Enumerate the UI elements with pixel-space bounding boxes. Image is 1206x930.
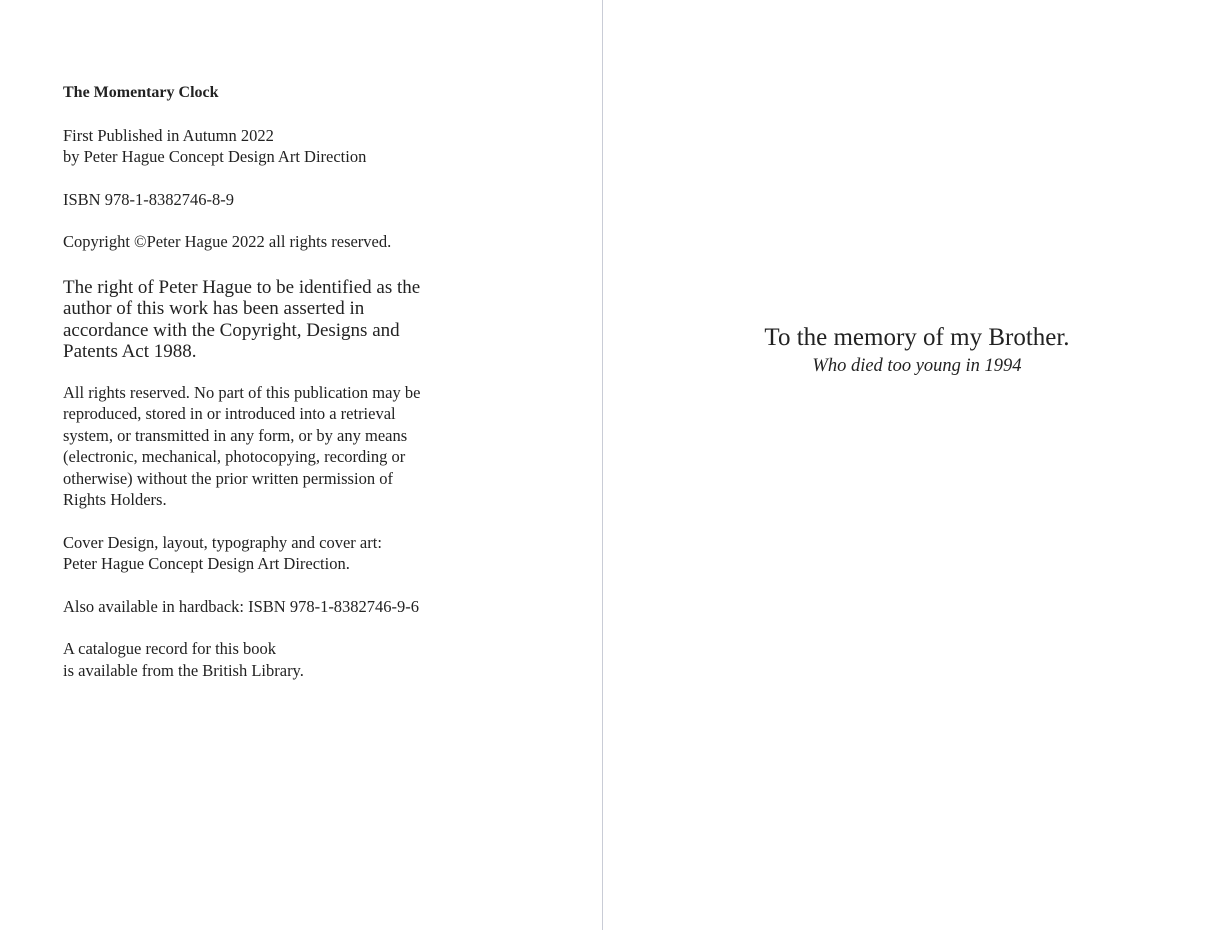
moral-right-notice	[63, 277, 483, 363]
book-title: The Momentary Clock	[63, 84, 219, 101]
rights-line: otherwise) without the prior written permission of	[63, 468, 393, 488]
dedication-subtitle: Who died too young in 1994	[812, 356, 1022, 376]
imprint-block	[63, 82, 483, 681]
rights-line: reproduced, stored in or introduced into a retrieval	[63, 404, 396, 424]
moral-right-line: Patents Act 1988.	[63, 341, 197, 363]
design-credits	[63, 532, 483, 575]
dedication-page	[603, 0, 1206, 930]
publication-line: by Peter Hague Concept Design Art Direction	[63, 147, 367, 166]
publication-line: First Published in Autumn 2022	[63, 125, 274, 145]
rights-reserved-notice	[63, 382, 483, 511]
catalogue-line: is available from the British Library.	[63, 660, 304, 680]
isbn: ISBN 978-1-8382746-8-9	[63, 189, 234, 209]
imprint-page	[0, 0, 602, 930]
dedication-text: To the memory of my Brother.	[764, 324, 1070, 351]
rights-line: system, or transmitted in any form, or by any means	[63, 425, 408, 445]
moral-right-line: The right of Peter Hague to be identified as the	[63, 276, 421, 298]
catalogue-record	[63, 638, 483, 681]
publication-info	[63, 125, 483, 168]
moral-right-line: accordance with the Copyright, Designs and	[63, 319, 400, 341]
dedication-block	[603, 322, 1206, 378]
rights-line: All rights reserved. No part of this publication may be	[63, 382, 421, 402]
credits-line: Cover Design, layout, typography and cover art:	[63, 532, 382, 552]
rights-line: Rights Holders.	[63, 490, 167, 510]
credits-line: Peter Hague Concept Design Art Direction.	[63, 554, 350, 574]
copyright-notice: Copyright ©Peter Hague 2022 all rights reserved.	[63, 232, 392, 251]
moral-right-line: author of this work has been asserted in	[63, 298, 365, 320]
hardback-isbn: Also available in hardback: ISBN 978-1-8382746-9-6	[63, 596, 420, 616]
catalogue-line: A catalogue record for this book	[63, 639, 277, 659]
rights-line: (electronic, mechanical, photocopying, recording or	[63, 447, 406, 467]
